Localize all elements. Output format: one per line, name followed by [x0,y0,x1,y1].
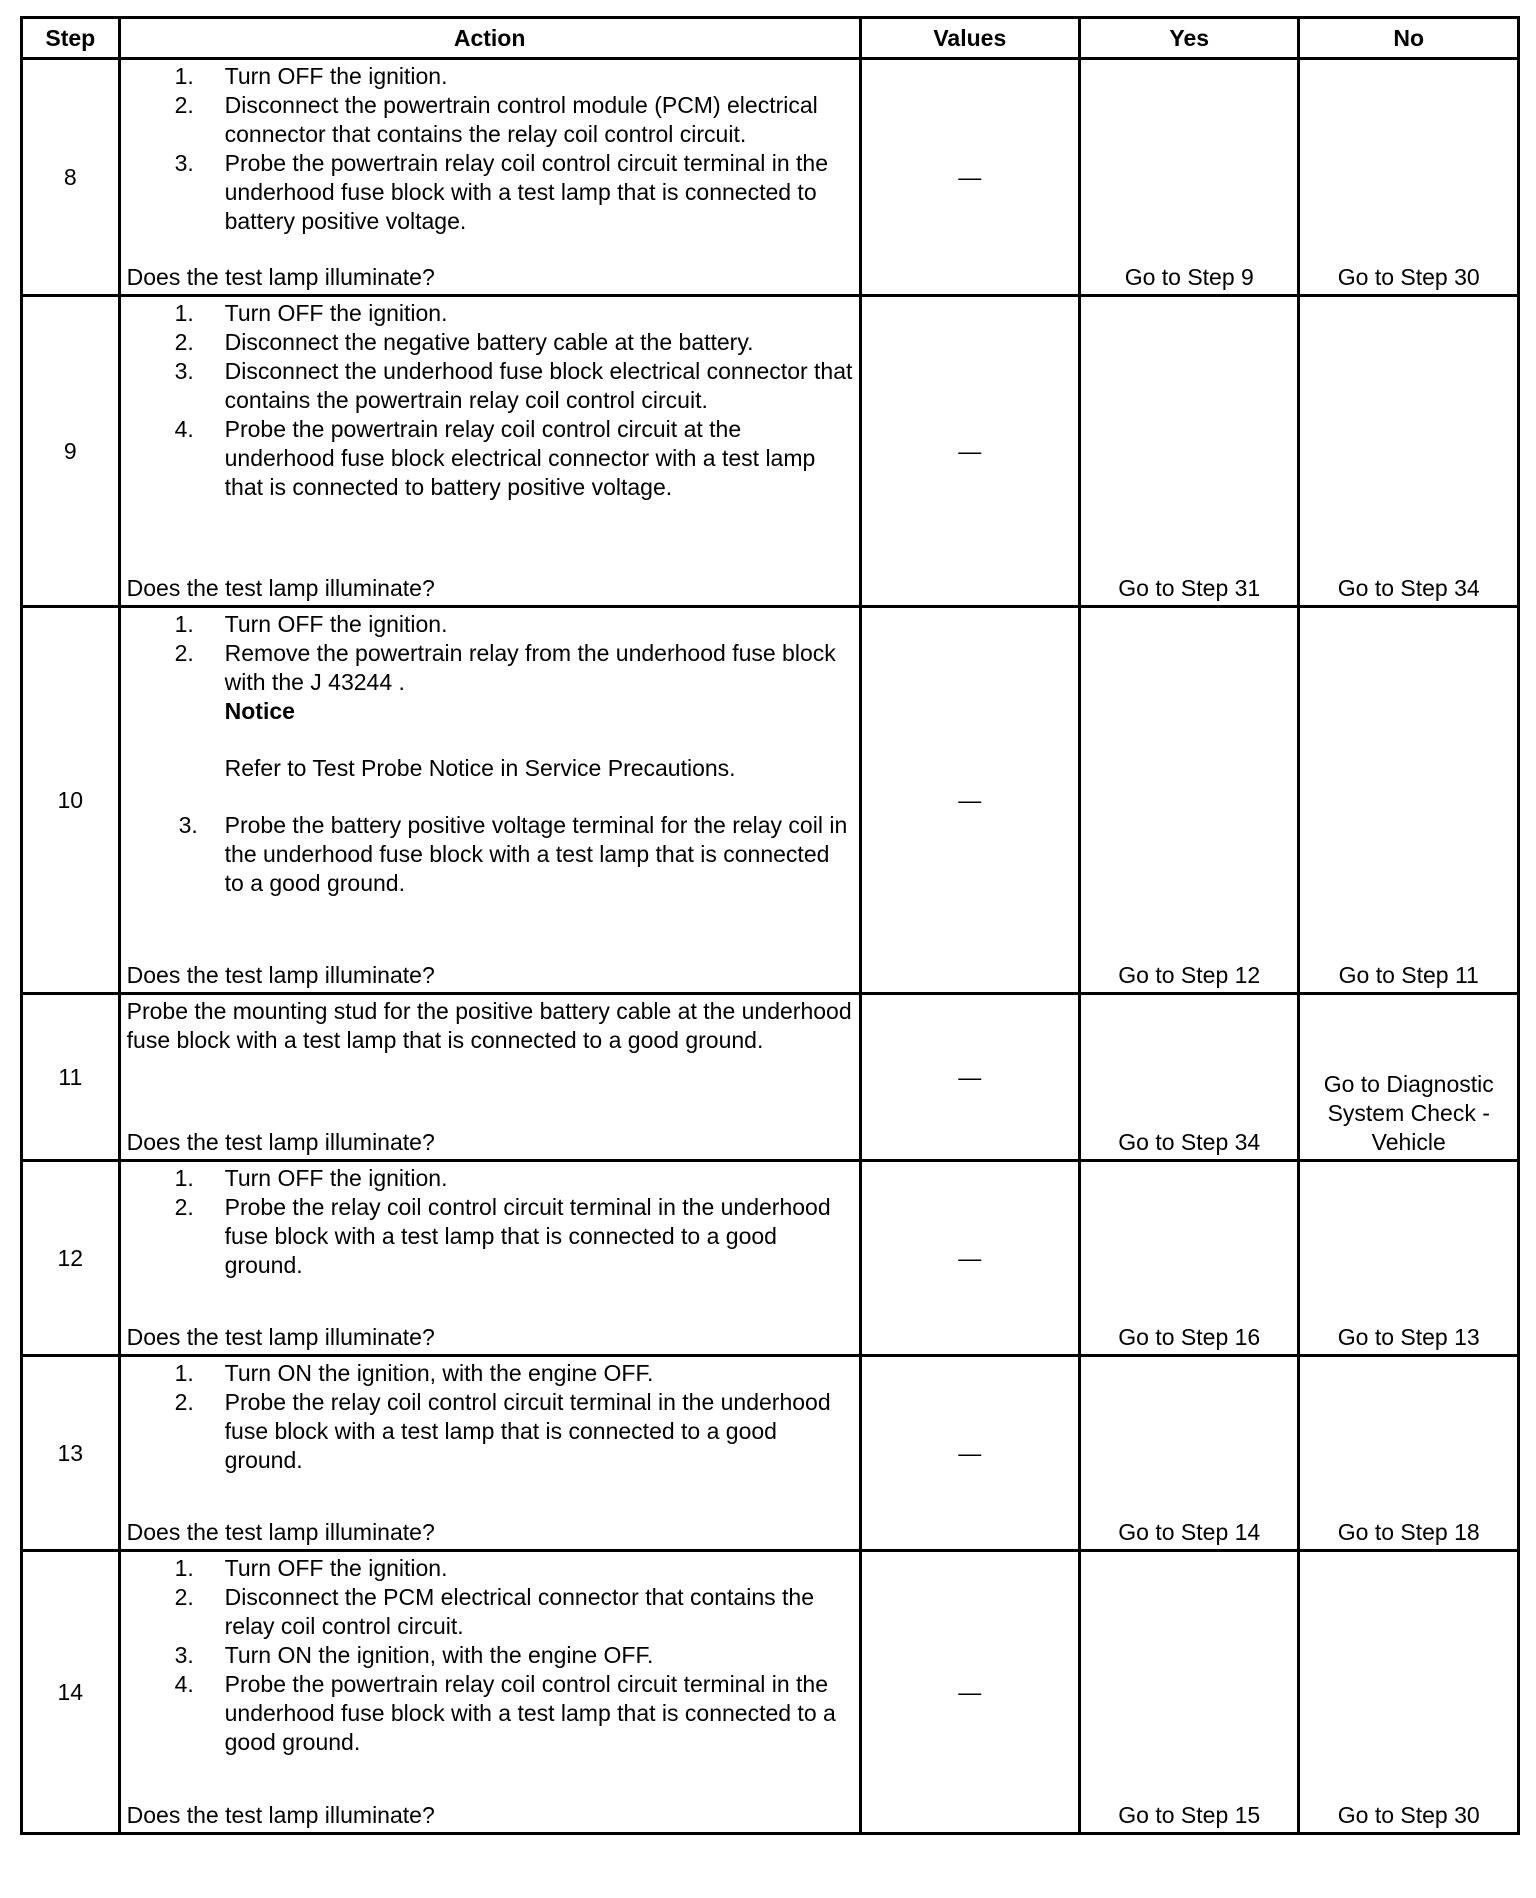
no-cell: Go to Step 18 [1299,1356,1519,1551]
item-number: 1. [174,63,194,89]
values-cell: — [860,1161,1079,1356]
list-item [127,1193,855,1280]
step-number: 13 [22,1356,120,1551]
notice-text: Refer to Test Probe Notice in Service Precautions. [224,755,736,781]
item-text: Probe the relay coil control circuit terminal in the underhood fuse block with a test lamp that is connected to a good ground. [224,1389,831,1473]
item-number: 2. [174,640,194,666]
step-number: 8 [22,59,120,296]
no-cell: Go to Diagnostic System Check - Vehicle [1299,994,1519,1161]
item-text: Turn OFF the ignition. [224,1165,448,1191]
header-action: Action [119,18,860,59]
values-cell: — [860,1551,1079,1834]
item-number: 1. [174,1555,194,1581]
notice-title: Notice [224,698,295,724]
list-item [127,415,855,502]
item-number: 1. [174,1360,194,1386]
step-number: 12 [22,1161,120,1356]
yes-cell: Go to Step 34 [1080,994,1299,1161]
item-text: Turn OFF the ignition. [224,611,448,637]
step-number: 10 [22,607,120,994]
question-text: Does the test lamp illuminate? [126,1129,435,1155]
item-text: Turn ON the ignition, with the engine OFF. [224,1360,654,1386]
header-values: Values [860,18,1079,59]
action-steps [127,299,855,502]
no-cell: Go to Step 30 [1299,59,1519,296]
action-cell [119,59,860,296]
item-text: Disconnect the powertrain control module (PCM) electrical connector that contains the relay coil control circuit. [224,92,818,147]
table-row [22,296,1519,607]
no-cell: Go to Step 13 [1299,1161,1519,1356]
item-text: Disconnect the negative battery cable at the battery. [224,329,754,355]
step-number: 11 [22,994,120,1161]
list-item [127,328,855,357]
item-text: Turn OFF the ignition. [224,63,448,89]
header-row [22,18,1519,59]
table-row [22,994,1519,1161]
item-text: Turn ON the ignition, with the engine OFF. [224,1642,654,1668]
question-text: Does the test lamp illuminate? [126,264,435,290]
item-number: 3. [174,358,194,384]
list-item [127,610,855,639]
values-cell: — [860,607,1079,994]
item-number: 1. [174,300,194,326]
action-steps [127,1554,855,1757]
list-item [127,1670,855,1757]
item-number: 3. [174,1642,194,1668]
item-number: 1. [174,1165,194,1191]
yes-cell: Go to Step 16 [1080,1161,1299,1356]
item-text: Remove the powertrain relay from the underhood fuse block with the J 43244 . [224,640,836,695]
item-number: 4. [174,1671,194,1697]
action-text: Probe the mounting stud for the positive battery cable at the underhood fuse block with a test lamp that is connected to a good ground. [126,998,852,1053]
item-text: Disconnect the underhood fuse block electrical connector that contains the powertrain relay coil control circuit. [224,358,853,413]
item-text: Turn OFF the ignition. [224,1555,448,1581]
list-item [127,1583,855,1641]
list-item [127,1388,855,1475]
yes-cell: Go to Step 14 [1080,1356,1299,1551]
action-cell [119,994,860,1161]
item-text: Probe the powertrain relay coil control circuit terminal in the underhood fuse block with a test lamp that is connected to battery positive voltage. [224,150,829,234]
header-step: Step [22,18,120,59]
action-steps [127,1359,855,1475]
action-cell [119,1551,860,1834]
action-cell [119,296,860,607]
yes-cell: Go to Step 12 [1080,607,1299,994]
item-number: 2. [174,1389,194,1415]
item-number: 4. [174,416,194,442]
item-text: Probe the powertrain relay coil control circuit terminal in the underhood fuse block with a test lamp that is connected to a good ground. [224,1671,836,1755]
action-steps [127,1164,855,1280]
list-item [127,62,855,91]
yes-cell: Go to Step 31 [1080,296,1299,607]
item-number: 2. [174,92,194,118]
action-cell [119,1356,860,1551]
no-cell: Go to Step 11 [1299,607,1519,994]
yes-cell: Go to Step 15 [1080,1551,1299,1834]
item-text: Turn OFF the ignition. [224,300,448,326]
question-text: Does the test lamp illuminate? [126,575,435,601]
values-cell: — [860,994,1079,1161]
step-number: 14 [22,1551,120,1834]
yes-cell: Go to Step 9 [1080,59,1299,296]
values-cell: — [860,1356,1079,1551]
item-number: 3. [174,150,194,176]
values-cell: — [860,59,1079,296]
list-item [127,149,855,236]
table-row [22,1356,1519,1551]
list-item [127,299,855,328]
item-number: 3. [178,812,198,838]
values-cell: — [860,296,1079,607]
item-text: Disconnect the PCM electrical connector that contains the relay coil control circuit. [224,1584,814,1639]
list-item [127,357,855,415]
item-number: 1. [174,611,194,637]
item-number: 2. [174,329,194,355]
question-text: Does the test lamp illuminate? [126,1324,435,1350]
list-item [127,811,855,898]
diagnostic-table [20,16,1520,1835]
item-number: 2. [174,1194,194,1220]
question-text: Does the test lamp illuminate? [126,1519,435,1545]
list-item [127,1164,855,1193]
item-text: Probe the battery positive voltage terminal for the relay coil in the underhood fuse block with a test lamp that is connected to a good ground. [224,812,848,896]
item-text: Probe the powertrain relay coil control circuit at the underhood fuse block electrical connector with a test lamp that is connected to battery positive voltage. [224,416,816,500]
header-yes: Yes [1080,18,1299,59]
table-row [22,607,1519,994]
action-cell [119,1161,860,1356]
list-item [127,1641,855,1670]
action-steps [127,62,855,236]
list-item [127,1359,855,1388]
action-steps [127,610,855,898]
table-row [22,59,1519,296]
list-item [127,91,855,149]
list-item [127,1554,855,1583]
question-text: Does the test lamp illuminate? [126,1802,435,1828]
step-number: 9 [22,296,120,607]
list-item [127,639,855,783]
no-cell: Go to Step 30 [1299,1551,1519,1834]
action-cell [119,607,860,994]
no-cell: Go to Step 34 [1299,296,1519,607]
item-number: 2. [174,1584,194,1610]
question-text: Does the test lamp illuminate? [126,962,435,988]
header-no: No [1299,18,1519,59]
item-text: Probe the relay coil control circuit terminal in the underhood fuse block with a test lamp that is connected to a good ground. [224,1194,831,1278]
table-row [22,1551,1519,1834]
table-row [22,1161,1519,1356]
